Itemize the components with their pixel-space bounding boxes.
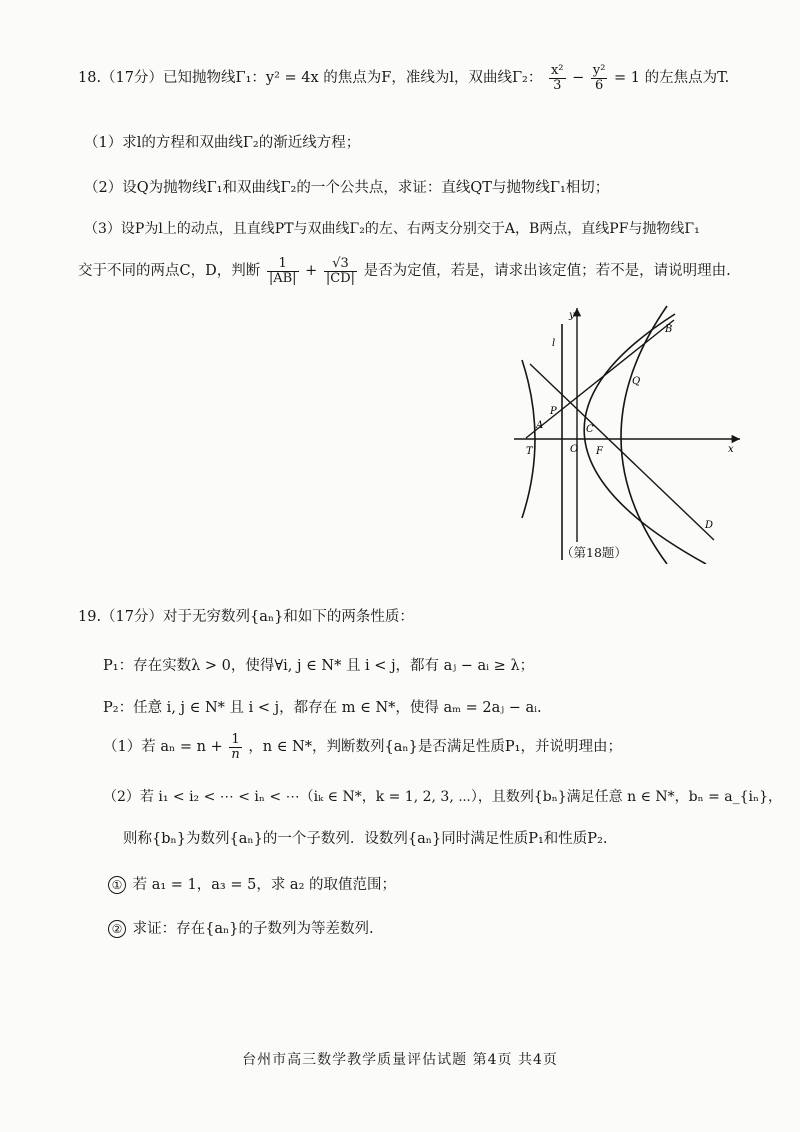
label-t: T: [526, 446, 533, 457]
q18-header-tail: 的左焦点为T.: [644, 70, 730, 87]
label-y: y: [569, 310, 575, 321]
plus-sign: +: [305, 263, 318, 280]
q18-part3-line1: （3）设P为l上的动点，且直线PT与双曲线Γ₂的左、右两支分别交于A，B两点，直线PF与抛物线Γ₁: [84, 221, 700, 237]
q19-part2-line2: 则称{bₙ}为数列{aₙ}的一个子数列．设数列{aₙ}同时满足性质P₁和性质P₂.: [123, 831, 608, 847]
q19-sub2-text: 求证：存在{aₙ}的子数列为等差数列.: [132, 921, 374, 937]
label-c: C: [586, 424, 594, 435]
q18-part3-post: 是否为定值，若是，请求出该定值；若不是，请说明理由.: [363, 263, 731, 280]
q18-part3-line2: [78, 257, 800, 285]
line-pf: [530, 364, 714, 540]
q19-part2-line1: （2）若 i₁ < i₂ < ⋯ < iₙ < ⋯（iₖ ∈ N*，k = 1, 2, 3, ⋯），且数列{bₙ}满足任意 n ∈ N*，bₙ = a_{iₙ}，: [103, 789, 782, 805]
q19-part1: [103, 733, 800, 761]
q19-part1-post: ，n ∈ N*，判断数列{aₙ}是否满足性质P₁，并说明理由；: [248, 739, 622, 756]
hyperbola-term-x: [549, 64, 566, 92]
label-f: F: [596, 446, 603, 457]
frac-one-over-ab: [267, 257, 299, 285]
label-p: P: [550, 406, 557, 417]
label-q: Q: [632, 376, 641, 387]
label-b: B: [665, 324, 673, 335]
q19-sub1-text: 若 a₁ = 1，a₃ = 5，求 a₂ 的取值范围；: [132, 877, 396, 893]
circled-two-icon: ②: [108, 920, 126, 938]
q18-header: [78, 64, 800, 92]
frac-den-n: n: [231, 746, 240, 762]
frac-den-cd: |CD|: [325, 270, 356, 286]
q18-figure: [512, 302, 748, 564]
frac-num-y2: y²: [592, 63, 606, 78]
circled-one-icon: ①: [108, 876, 126, 894]
frac-one-over-n: [229, 733, 241, 761]
label-o: O: [570, 444, 579, 455]
line-pt: [526, 320, 674, 438]
figure-caption: （第18题）: [561, 545, 627, 560]
page-footer: 台州市高三数学教学质量评估试题 第4页 共4页: [242, 1052, 558, 1068]
q19-part1-pre: （1）若 aₙ = n +: [103, 739, 223, 756]
label-a: A: [536, 420, 544, 431]
q19-property-p2: P₂：任意 i, j ∈ N* 且 i < j，都存在 m ∈ N*，使得 aₘ = 2aⱼ − aᵢ.: [103, 700, 542, 716]
frac-den-ab: |AB|: [268, 270, 297, 286]
frac-num-1b: 1: [229, 733, 241, 748]
frac-den-3: 3: [553, 77, 562, 93]
label-d: D: [705, 520, 714, 531]
q19-sub1: [108, 873, 800, 894]
q19-sub2: [108, 917, 800, 938]
equals-one: = 1: [614, 70, 641, 87]
q19-property-p1: P₁：存在实数λ > 0，使得∀i, j ∈ N* 且 i < j，都有 aⱼ − aᵢ ≥ λ；: [103, 658, 535, 674]
frac-num-x2: x²: [550, 63, 564, 78]
q18-header-text: 18.（17分）已知抛物线Γ₁：y² = 4x 的焦点为F，准线为l，双曲线Γ₂：: [78, 70, 543, 87]
frac-sqrt3-over-cd: [324, 257, 357, 285]
frac-num-sqrt3: √3: [324, 257, 357, 272]
q18-part3-pre: 交于不同的两点C，D，判断: [78, 263, 261, 280]
label-x: x: [728, 444, 734, 455]
label-l: l: [552, 338, 556, 349]
q18-part1: （1）求l的方程和双曲线Γ₂的渐近线方程；: [84, 135, 361, 151]
minus-sign: −: [572, 70, 585, 87]
frac-num-1: 1: [267, 257, 299, 272]
frac-den-6: 6: [595, 77, 604, 93]
hyperbola-term-y: [591, 64, 608, 92]
q18-part2: （2）设Q为抛物线Γ₁和双曲线Γ₂的一个公共点，求证：直线QT与抛物线Γ₁相切；: [84, 180, 610, 196]
q19-header: 19.（17分）对于无穷数列{aₙ}和如下的两条性质：: [78, 609, 414, 625]
